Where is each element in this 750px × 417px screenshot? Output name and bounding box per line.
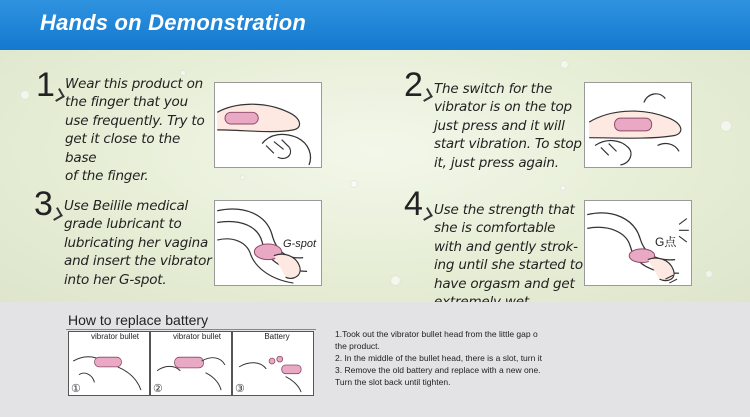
step-text-line: get it close to the base [65, 131, 181, 166]
step-3-illustration [214, 200, 322, 286]
title-underline [66, 329, 316, 330]
g-spot-label: G-spot [283, 238, 317, 250]
step-text-line: use frequently. Try to [65, 112, 205, 129]
step-text-line: and insert the vibrator [64, 253, 212, 270]
battery-instructions [335, 328, 597, 388]
step-text-line: of the finger. [65, 168, 149, 185]
battery-panel-label: Battery [264, 332, 290, 341]
battery-panel-label: vibrator bullet [90, 332, 140, 341]
step-2-illustration [584, 82, 692, 168]
step-number: 4 [404, 185, 423, 223]
step-3-instructions [64, 197, 214, 289]
step-text-line: Wear this product on [65, 76, 204, 92]
header-banner [0, 0, 750, 50]
battery-instruction-line: the product. [335, 341, 380, 351]
battery-panel-label: vibrator bullet [172, 332, 222, 341]
step-text-line: have orgasm and get [434, 275, 575, 292]
step-number: 2 [404, 66, 423, 104]
battery-section-title: How to replace battery [68, 312, 209, 328]
battery-panel-number: ② [153, 383, 163, 395]
step-2-instructions [434, 80, 584, 172]
battery-replacement-section [0, 302, 750, 417]
step-text-line: Use Beilile medical [64, 198, 189, 214]
battery-instruction-line: 2. In the middle of the bullet head, there is a slot, turn it [335, 353, 542, 363]
step-4-illustration [584, 200, 692, 286]
step-text-line: vibrator is on the top [434, 99, 572, 116]
step-text-line: ing until she started to [434, 257, 583, 274]
step-text-line: it, just press again. [434, 154, 559, 171]
step-text-line: Use the strength that [434, 202, 575, 218]
step-text-line: lubricating her vagina [64, 234, 209, 251]
step-number: 3 [34, 185, 53, 223]
demonstration-panel [0, 50, 750, 302]
battery-instruction-line: 3. Remove the old battery and replace with a new one. [335, 365, 541, 375]
step-text-line: she is comfortable [434, 220, 556, 237]
step-text-line: with and gently strok- [434, 238, 578, 255]
g-spot-label-cn: G点 [655, 235, 677, 249]
battery-instruction-line: 1.Took out the vibrator bullet head from the little gap o [335, 329, 538, 339]
step-text-line: start vibration. To stop [434, 136, 582, 153]
battery-panel-number: ③ [235, 383, 245, 395]
step-1-instructions [65, 75, 215, 185]
battery-panel-number: ① [71, 383, 81, 395]
step-1-illustration [214, 82, 322, 168]
step-text-line: just press and it will [434, 117, 565, 134]
step-text-line: into her G-spot. [64, 271, 167, 288]
battery-instruction-line: Turn the slot back until tighten. [335, 377, 451, 387]
page-title: Hands on Demonstration [40, 10, 306, 35]
step-text-line: the finger that you [65, 94, 188, 111]
step-number: 1 [36, 66, 55, 104]
step-text-line: The switch for the [434, 81, 553, 97]
step-text-line: grade lubricant to [64, 216, 182, 233]
step-4-instructions [434, 201, 584, 311]
